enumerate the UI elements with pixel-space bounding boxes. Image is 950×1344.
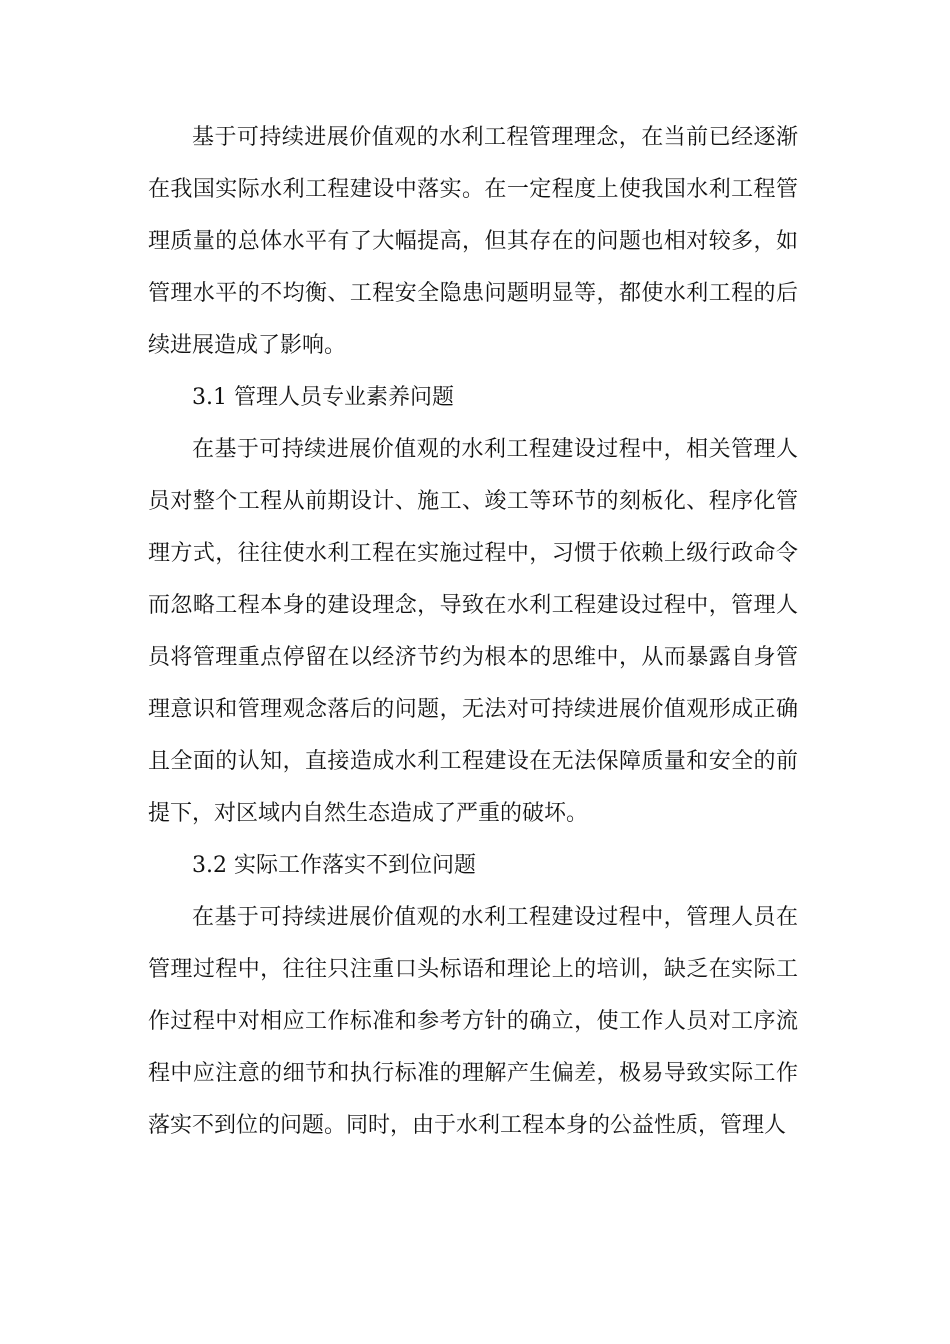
paragraph-intro: 基于可持续进展价值观的水利工程管理理念，在当前已经逐渐在我国实际水利工程建设中落实。在一定程度上使我国水利工程管理质量的总体水平有了大幅提高，但其存在的问题也相对较多，如管理水平的不均衡、工程安全隐患问题明显等，都使水利工程的后续进展造成了影响。 [148,125,798,358]
section-heading-3-2: 3.2 实际工作落实不到位问题 [192,853,476,878]
section-heading-3-1: 3.1 管理人员专业素养问题 [192,385,454,410]
document-body [148,112,798,1152]
paragraph-3-2: 在基于可持续进展价值观的水利工程建设过程中，管理人员在管理过程中，往往只注重口头标语和理论上的培训，缺乏在实际工作过程中对相应工作标准和参考方针的确立，使工作人员对工序流程中应注意的细节和执行标准的理解产生偏差，极易导致实际工作落实不到位的问题。同时，由于水利工程本身的公益性质，管理人 [148,905,798,1138]
paragraph-3-1: 在基于可持续进展价值观的水利工程建设过程中，相关管理人员对整个工程从前期设计、施工、竣工等环节的刻板化、程序化管理方式，往往使水利工程在实施过程中，习惯于依赖上级行政命令而忽略工程本身的建设理念，导致在水利工程建设过程中，管理人员将管理重点停留在以经济节约为根本的思维中，从而暴露自身管理意识和管理观念落后的问题，无法对可持续进展价值观形成正确且全面的认知，直接造成水利工程建设在无法保障质量和安全的前提下，对区域内自然生态造成了严重的破坏。 [148,437,798,826]
